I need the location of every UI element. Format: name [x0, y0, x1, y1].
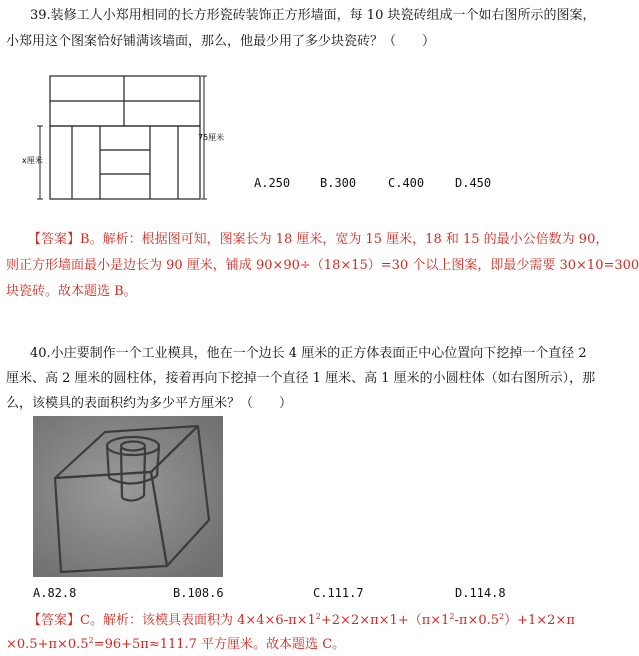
q40-answer-line2	[6, 633, 345, 653]
q39-option-d[interactable]: D.450	[455, 176, 492, 190]
q40-option-b[interactable]: B.108.6	[173, 586, 224, 600]
q39-answer-line3: 块瓷砖。故本题选 B。	[6, 284, 137, 299]
q39-option-c[interactable]: C.400	[388, 176, 425, 190]
q40-answer-text1a: C。解析：该模具表面积为 4×4×6-π×1	[80, 613, 316, 628]
tile-width-label: x厘米	[22, 156, 43, 165]
q40-text-line1: 40.小庄要制作一个工业模具，他在一个边长 4 厘米的正方体表面正中心位置向下挖掉一个直径 2	[30, 346, 587, 361]
q40-text-line3: 么，该模具的表面积约为多少平方厘米？（ ）	[6, 396, 293, 411]
q40-answer-tag: 【答案】	[28, 613, 81, 628]
q40-answer-sup1: 2	[315, 612, 321, 621]
q39-text-line1: 39.装修工人小郑用相同的长方形瓷砖装饰正方形墙面，每 10 块瓷砖组成一个如右图所示的图案，	[30, 8, 596, 23]
q39-option-a[interactable]: A.250	[254, 176, 291, 190]
tile-pattern-figure	[20, 70, 225, 205]
q40-option-d[interactable]: D.114.8	[455, 586, 506, 600]
q40-answer-text2a: ×0.5+π×0.5	[6, 637, 89, 652]
q40-answer-sup4: 2	[88, 636, 94, 645]
q40-answer-text1c: -π×0.5	[454, 613, 500, 628]
cube-mold-photo	[33, 416, 223, 577]
q39-option-b[interactable]: B.300	[320, 176, 357, 190]
q40-option-a[interactable]: A.82.8	[33, 586, 77, 600]
q40-text-line2: 厘米、高 2 厘米的圆柱体，接着再向下挖掉一个直径 1 厘米、高 1 厘米的小圆柱体（如右图所示），那	[6, 371, 596, 386]
q40-answer-text2b: =96+5π≈111.7 平方厘米。故本题选 C。	[93, 637, 346, 652]
q40-answer-sup2: 2	[449, 612, 455, 621]
q39-answer-line2: 则正方形墙面最小是边长为 90 厘米，铺成 90×90÷（18×15）=30 个以上图案，即最少需要 30×10=300	[6, 258, 639, 273]
q39-text-line2: 小郑用这个图案恰好铺满该墙面，那么，他最少用了多少块瓷砖？（ ）	[6, 34, 436, 49]
q40-answer-text1d: ）+1×2×π	[504, 613, 575, 628]
q40-option-c[interactable]: C.111.7	[313, 586, 364, 600]
q40-answer-sup3: 2	[499, 612, 505, 621]
q40-answer-text1b: +2×2×π×1+（π×1	[320, 613, 450, 628]
q39-answer-line1	[28, 232, 608, 248]
tile-height-label: 75厘米	[198, 133, 225, 142]
q39-answer-text1: B。解析：根据图可知，图案长为 18 厘米，宽为 15 厘米，18 和 15 的最小公倍数为 90，	[80, 232, 609, 247]
q40-answer-line1	[28, 609, 575, 629]
q39-answer-tag: 【答案】	[28, 232, 81, 247]
